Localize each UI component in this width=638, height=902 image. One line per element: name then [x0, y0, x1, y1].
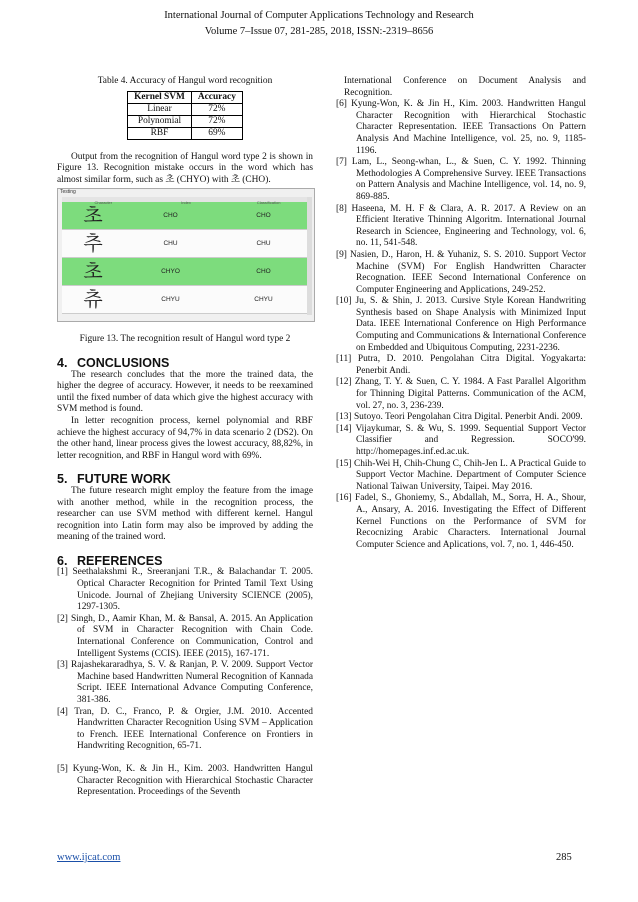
reference-item: [7] Lam, L., Seong-whan, L., & Suen, C. Y. 1992. Thinning Methodologies A Comprehensive Survey. IEEE Transactions on Pattern Analysis and Machine Intelligence, vol. 14, no. 9, 869-885. [336, 157, 586, 202]
result-grid [62, 197, 310, 314]
output-paragraph: Output from the recognition of Hangul word type 2 is shown in Figure 13. Recognition mistake occurs in the word which has almost similar form, such as 초 (CHYO) with 초 (CHO). [57, 151, 313, 185]
reference-item: [4] Tran, D. C., Franco, P. & Orgier, J.M. 2010. Accented Handwritten Character Recognition Using SVM – Application to French. IEEE International Conference on Frontiers in Handwriting Recognition, 65-71. [57, 706, 313, 752]
section-title: FUTURE WORK [77, 472, 171, 487]
classification-cell: CHO [256, 268, 271, 276]
index-cell: CHYU [161, 296, 180, 304]
table-row [128, 103, 243, 115]
conclusions-heading [57, 355, 313, 370]
character-cell: 초 [83, 259, 103, 284]
recognition-screenshot [57, 188, 315, 322]
index-cell: CHYO [161, 268, 180, 276]
future-work-heading [57, 474, 313, 486]
window-title: Testing [60, 189, 76, 196]
footer-link[interactable] [57, 852, 120, 863]
grid-row [62, 286, 310, 314]
index-cell: CHU [163, 240, 178, 248]
reference-item: [8] Haseena, M. H. F & Clara, A. R. 2017. A Review on an Efficient Iterative Thinning Algoritm. International Journal Research in Sciencee, Engineering and Technology, vol. 6, no. 11, 541-548. [336, 203, 586, 249]
section-title: REFERENCES [77, 553, 163, 568]
classification-cell: CHO [256, 212, 271, 220]
future-work-paragraph: The future research might employ the feature from the image with another method, while in the recognition process, the researcher can use SVM method with different kernel. Hangul recognition into Latin form may also be improved by adding the meaning of the trained word. [57, 485, 313, 543]
left-column [57, 76, 313, 799]
section-number: 6. [57, 553, 68, 568]
table-header: Accuracy [191, 91, 242, 103]
table-cell: Polynomial [128, 115, 192, 127]
volume-line: Volume 7–Issue 07, 281-285, 2018, ISSN:-2319–8656 [204, 26, 434, 37]
table-cell: RBF [128, 127, 192, 139]
section-title: CONCLUSIONS [77, 355, 170, 370]
reference-item: [14] Vijaykumar, S. & Wu, S. 1999. Sequential Support Vector Classifier and Regression. SOCO'99. http://homepages.inf.ed.ac.uk. [336, 423, 586, 457]
journal-url-link[interactable]: www.ijcat.com [57, 852, 121, 863]
index-cell: CHO [163, 212, 178, 220]
figure-caption: Figure 13. The recognition result of Hangul word type 2 [79, 334, 291, 345]
character-cell: 츄 [83, 287, 103, 312]
right-column [336, 76, 586, 551]
reference-item: [1] Seethalakshmi R., Sreeranjani T.R., & Balachandar T. 2005. Optical Character Recognition for Printed Tamil Text Using Unicode. Journal of Zhejiang University SCIENCE (2005), 1297-1305. [57, 567, 313, 613]
reference-item: [10] Ju, S. & Shin, J. 2013. Cursive Style Korean Handwriting Synthesis based on Shape Analysis with Minimized Input Data. IEEE International Conference on High Performance Computing and Communications & International Conference on Embedded and Ubiquitous Computing, 2231-2236. [336, 296, 586, 353]
reference-continuation: International Conference on Document Analysis and Recognition. [344, 76, 586, 98]
page-number: 285 [556, 852, 572, 863]
table-header: Kernel SVM [128, 91, 192, 103]
classification-cell: CHYU [254, 296, 273, 304]
classification-cell: CHU [256, 240, 271, 248]
grid-row [62, 202, 310, 230]
reference-item: [16] Fadel, S., Ghoniemy, S., Abdallah, M., Sorra, H. A., Shour, A., Ansary, A. 2016. Investigating the Effect of Different Kernel Functions on the Performance of SVM for Recocnizing Arabic Characters. International Journal Computer Science and Aplications, vol. 7, no. 1, 446-450. [336, 493, 586, 550]
accuracy-table [127, 91, 243, 140]
journal-title: International Journal of Computer Applications Technology and Research [164, 10, 474, 21]
vertical-scrollbar[interactable] [307, 197, 312, 315]
reference-item: [12] Zhang, T. Y. & Suen, C. Y. 1984. A Fast Parallel Algorithm for Thinning Digital Patterns. Communication of the ACM, vol. 27, no. 3, 236-239. [336, 377, 586, 411]
reference-item: [15] Chih-Wei H, Chih-Chung C, Chih-Jen L. A Practical Guide to Support Vector Machine. Department of Computer Science National Taiwan University, Taipei. May 2016. [336, 458, 586, 492]
reference-item: [11] Putra, D. 2010. Pengolahan Citra Digital. Yogyakarta: Penerbit Andi. [336, 354, 586, 376]
reference-item: [13] Sutoyo. Teori Pengolahan Citra Digital. Penerbit Andi. 2009. [336, 412, 583, 423]
table-caption: Table 4. Accuracy of Hangul word recognition [97, 76, 273, 86]
table-row [128, 127, 243, 139]
reference-item: [5] Kyung-Won, K. & Jin H., Kim. 2003. Handwritten Hangul Character Recognition with Hierarchical Stochastic Character Representation. Proceedings of the Seventh [57, 763, 313, 798]
table-row [128, 115, 243, 127]
reference-item: [3] Rajashekararadhya, S. V. & Ranjan, P. V. 2009. Support Vector Machine based Handwritten Numeral Recognition of Kannada Script. IEEE International Advance Computing Conference, 381-386. [57, 660, 313, 705]
table-cell: Linear [128, 103, 192, 115]
grid-row [62, 258, 310, 286]
table-cell: 69% [191, 127, 242, 139]
conclusions-paragraph-1: The research concludes that the more the trained data, the higher the degree of accuracy. However, it needs to be reexamined until the fixed number of data which give the highest accuracy with SVM method is found. [57, 369, 313, 415]
references-heading [57, 553, 313, 568]
conclusions-paragraph-2: In letter recognition process, kernel polynomial and RBF achieve the highest accuracy of 94,7% in data scenario 2 (DS2). On the other hand, linear process gives the lowest accuracy, 88,82%, in letter recognition, and RBF in Hangul word with 69%. [57, 415, 313, 461]
reference-item: [2] Singh, D., Aamir Khan, M. & Bansal, A. 2015. An Application of SVM in Character Recognition with Chain Code. International Conference on Communication, Control and Intelligent Systems (CCIS). IEEE (2015), 167-171. [57, 613, 313, 659]
reference-item: [9] Nasien, D., Haron, H. & Yuhaniz, S. S. 2010. Support Vector Machine (SVM) For English Handwritten Character Recognation. IEEE Second International Conference on Computer Engineering and Applications, 249-252. [336, 249, 586, 295]
grid-row [62, 230, 310, 258]
table-cell: 72% [191, 103, 242, 115]
section-number: 5. [57, 472, 68, 487]
character-cell: 추 [83, 231, 103, 256]
reference-item: [6] Kyung-Won, K. & Jin H., Kim. 2003. Handwritten Hangul Character Recognition with Hierarchical Stochastic Character Representation. IEEE Transactions On Pattern Analysis And Machine Intelligence, vol. 25, no. 9, 1185-1196. [336, 99, 586, 156]
character-cell: 초 [83, 203, 103, 228]
section-number: 4. [57, 355, 68, 370]
table-cell: 72% [191, 115, 242, 127]
